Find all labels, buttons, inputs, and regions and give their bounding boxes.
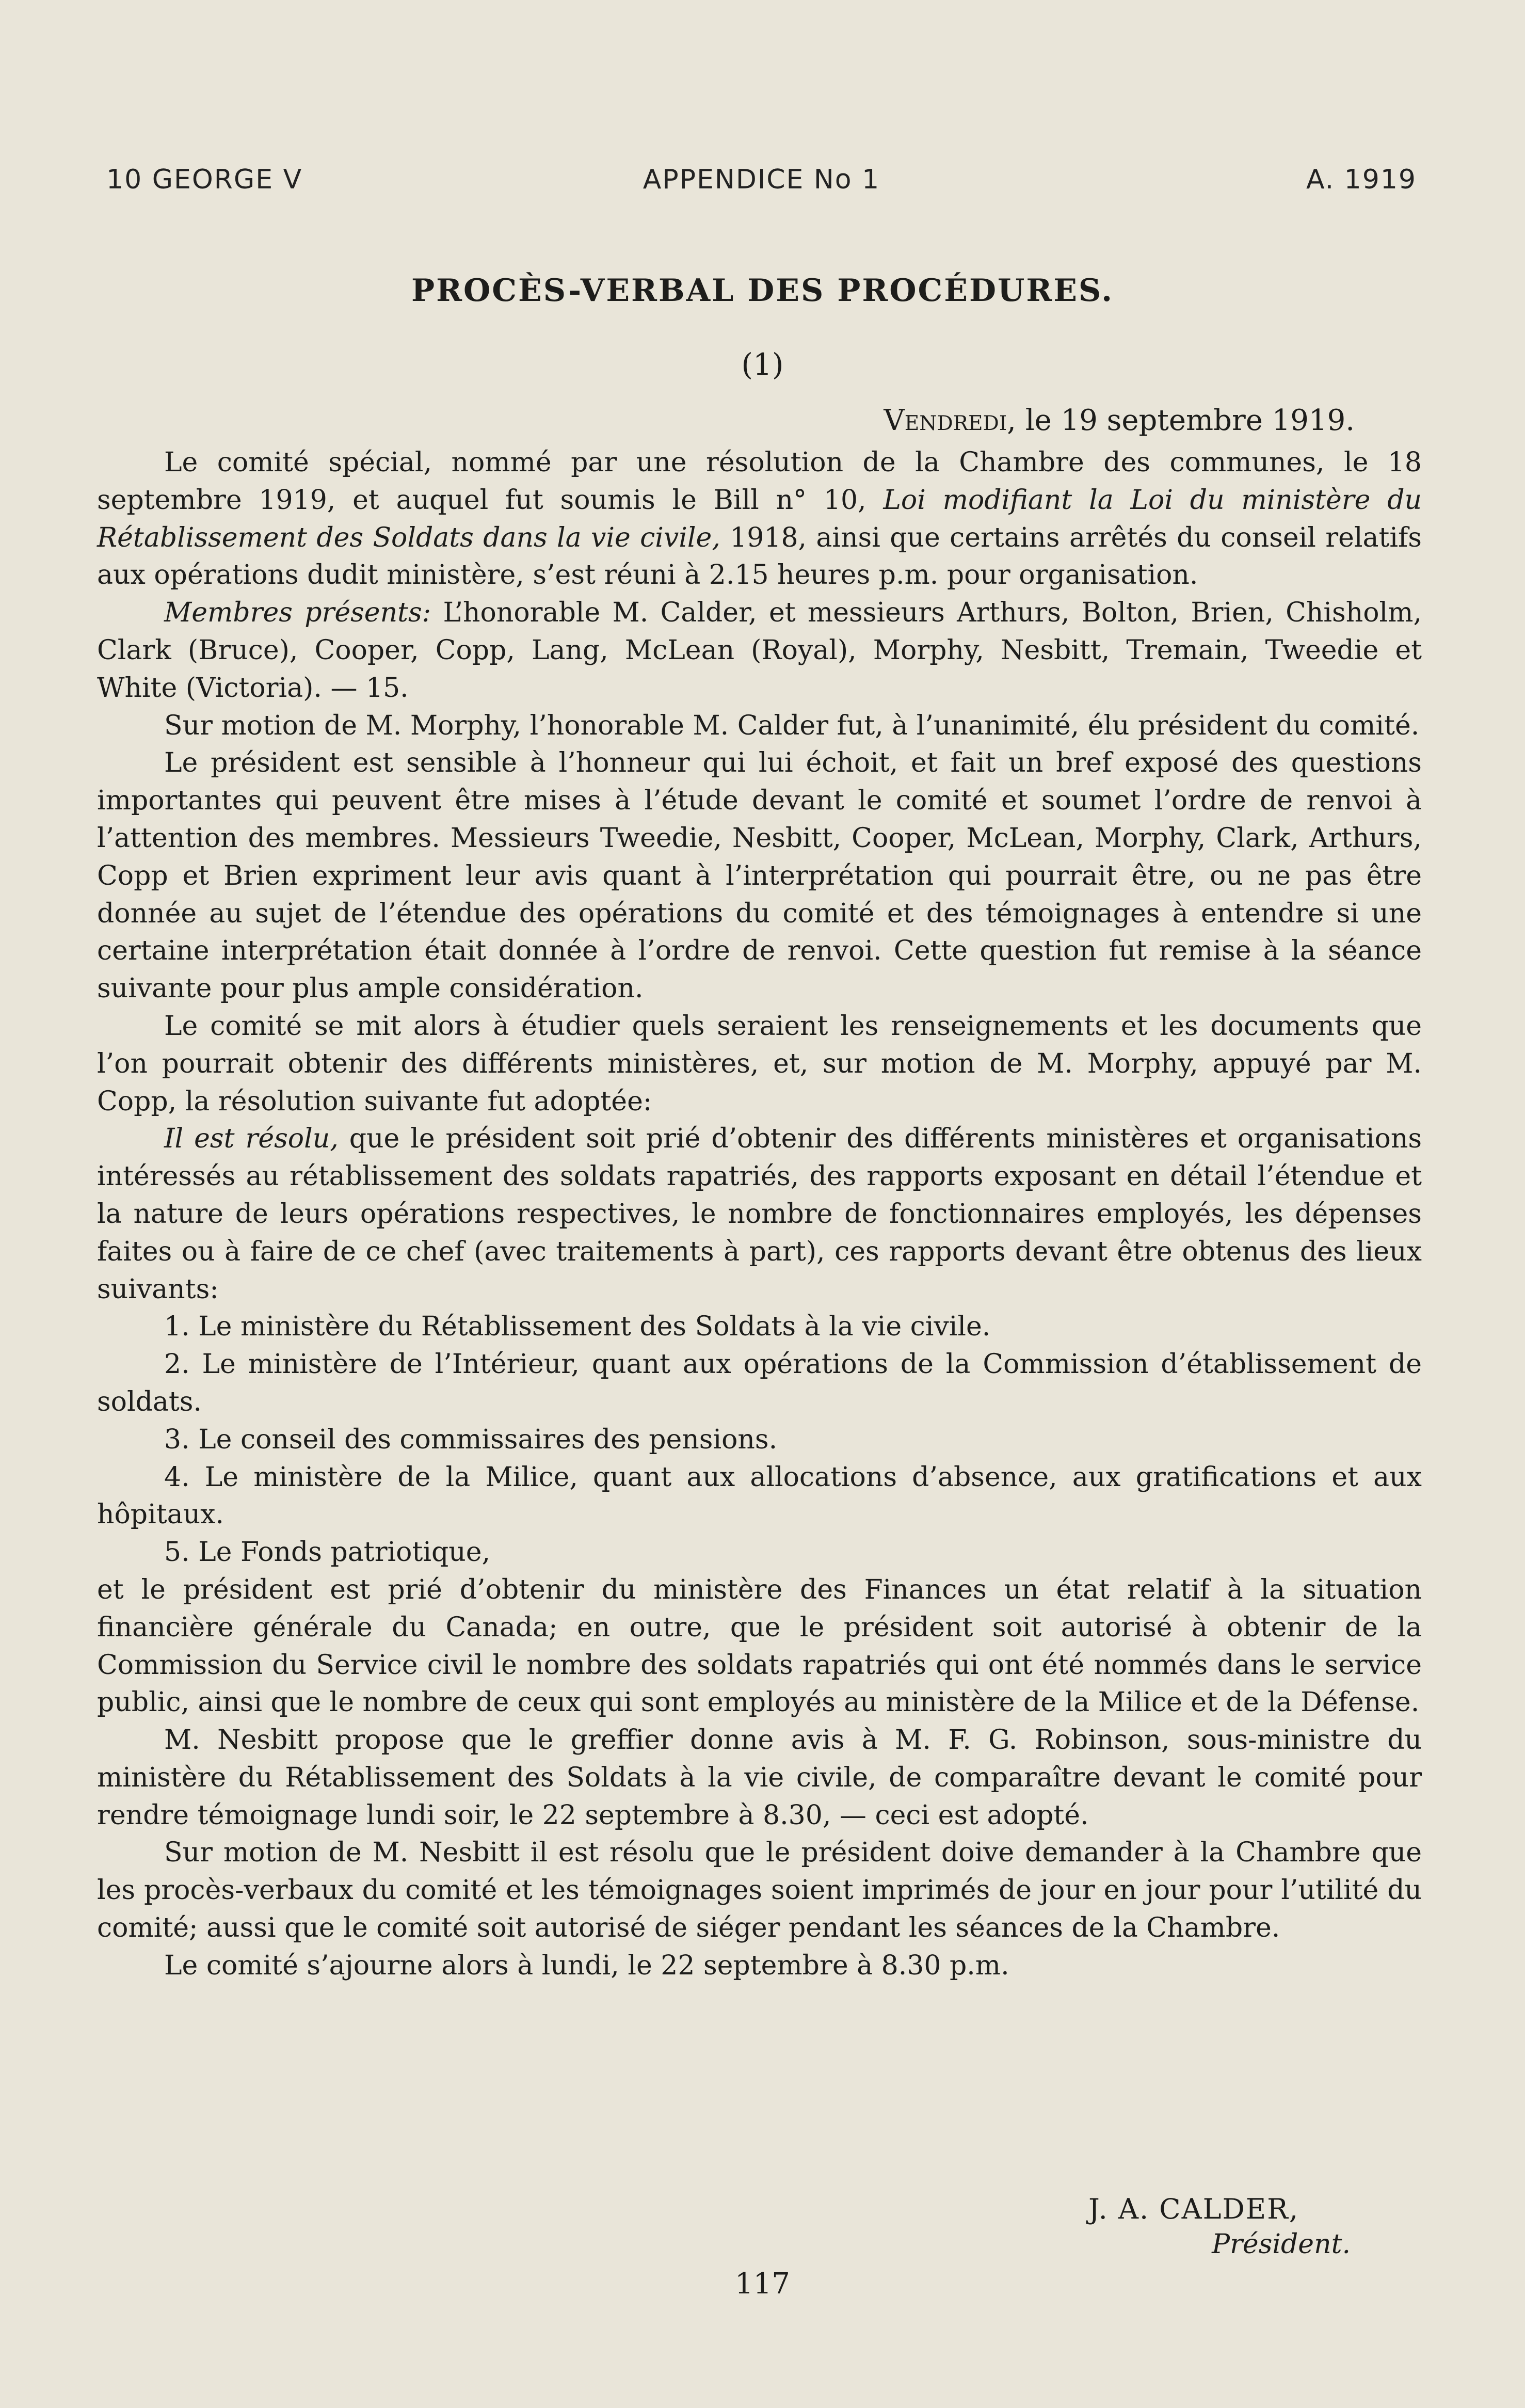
paragraph-resolution [97,1120,1422,1308]
resolution-text: que le président soit prié d’obtenir des différents ministères et organisations intéressés au rétablissement des soldats rapatriés, des rapports exposant en détail l’étendue et la nature de leurs opérations respectives, le nombre de fonctionnaires employés, les dépenses faites ou à faire de ce chef (avec traitements à part), ces rapports devant être obtenus des lieux suivants: [97,1123,1422,1305]
header-year: A. 1919 [1306,164,1417,195]
paragraph-finances: et le président est prié d’obtenir du ministère des Finances un état relatif à la situation financière générale du Canada; en outre, que le président soit autorisé à obtenir de la Commission du Service civil le nombre des soldats rapatriés qui ont été nommés dans le service public, ainsi que le nombre de ceux qui sont employés au ministère de la Milice et de la Défense. [97,1574,1422,1718]
list-item: 1. Le ministère du Rétablissement des Soldats à la vie civile. [164,1311,991,1343]
paragraph-printing: Sur motion de M. Nesbitt il est résolu que le président doive demander à la Chambre que les procès-verbaux du comité et les témoignages soient imprimés de jour en jour pour l’utilité du comité; aussi que le comité soit autorisé de siéger pendant les séances de la Chambre. [97,1837,1422,1944]
bill-title: Loi modifiant la Loi du ministère du Rétablissement des Soldats dans la vie civile, [97,484,1422,553]
members-list: L’honorable M. Calder, et messieurs Arthurs, Bolton, Brien, Chisholm, Clark (Bruce), Cooper, Copp, Lang, McLean (Royal), Morphy, Nesbitt, Tremain, Tweedie et White (Victoria). — 15. [97,597,1422,704]
paragraph-chair-remarks: Le président est sensible à l’honneur qui lui échoit, et fait un bref exposé des questions importantes qui peuvent être mises à l’étude devant le comité et soumet l’ordre de renvoi à l’attention des membres. Messieurs Tweedie, Nesbitt, Cooper, McLean, Morphy, Clark, Arthurs, Copp et Brien expriment leur avis quant à l’interprétation qui pourrait être, ou ne pas être donnée au sujet de l’étendue des opérations du comité et des témoignages à entendre si une certaine interprétation était donnée à l’ordre de renvoi. Cette question fut remise à la séance suivante pour plus ample considération. [97,747,1422,1004]
meeting-date-rest: le 19 septembre 1919. [1016,404,1355,437]
paragraph-text: 1918, ainsi que certains arrêtés du conseil relatifs aux opérations dudit ministère, s’est réuni à 2.15 heures p.m. pour organisation. [97,522,1422,591]
header-appendix: APPENDICE No 1 [643,164,880,195]
list-item: 4. Le ministère de la Milice, quant aux allocations d’absence, aux gratifications et aux hôpitaux. [97,1461,1422,1530]
paragraph-adjournment: Le comité s’ajourne alors à lundi, le 22 septembre à 8.30 p.m. [164,1950,1009,1981]
resolution-label: Il est résolu, [164,1123,339,1155]
members-label: Membres présents: [164,597,431,629]
paragraph-members-present [97,594,1422,707]
signature-role: Président. [1212,2229,1351,2260]
paragraph-text: Le comité spécial, nommé par une résolution de la Chambre des communes, le 18 septembre 1919, et auquel fut soumis le Bill n° 10, [97,447,1422,516]
list-item: 3. Le conseil des commissaires des pensions. [164,1424,778,1455]
paragraph-election: Sur motion de M. Morphy, l’honorable M. Calder fut, à l’unanimité, élu président du comité. [164,710,1420,741]
section-number: (1) [741,347,784,382]
list-item: 2. Le ministère de l’Intérieur, quant aux opérations de la Commission d’établissement de soldats. [97,1349,1422,1417]
meeting-date [884,404,1355,437]
running-header [106,164,1417,200]
page-number: 117 [735,2267,790,2301]
meeting-day: Vendredi, [884,404,1016,437]
paragraph-documents: Le comité se mit alors à étudier quels seraient les renseignements et les documents que l’on pourrait obtenir des différents ministères, et, sur motion de M. Morphy, appuyé par M. Copp, la résolution suivante fut adoptée: [97,1010,1422,1117]
header-regnal-year: 10 GEORGE V [106,164,303,195]
signature-name: J. A. CALDER, [1088,2193,1299,2225]
minutes-body [97,444,1422,1985]
document-title: PROCÈS-VERBAL DES PROCÉDURES. [411,273,1114,309]
paragraph-witness: M. Nesbitt propose que le greffier donne avis à M. F. G. Robinson, sous-ministre du ministère du Rétablissement des Soldats à la vie civile, de comparaître devant le comité pour rendre témoignage lundi soir, le 22 septembre à 8.30, — ceci est adopté. [97,1725,1422,1831]
list-item: 5. Le Fonds patriotique, [164,1537,491,1568]
paragraph-opening [97,444,1422,594]
